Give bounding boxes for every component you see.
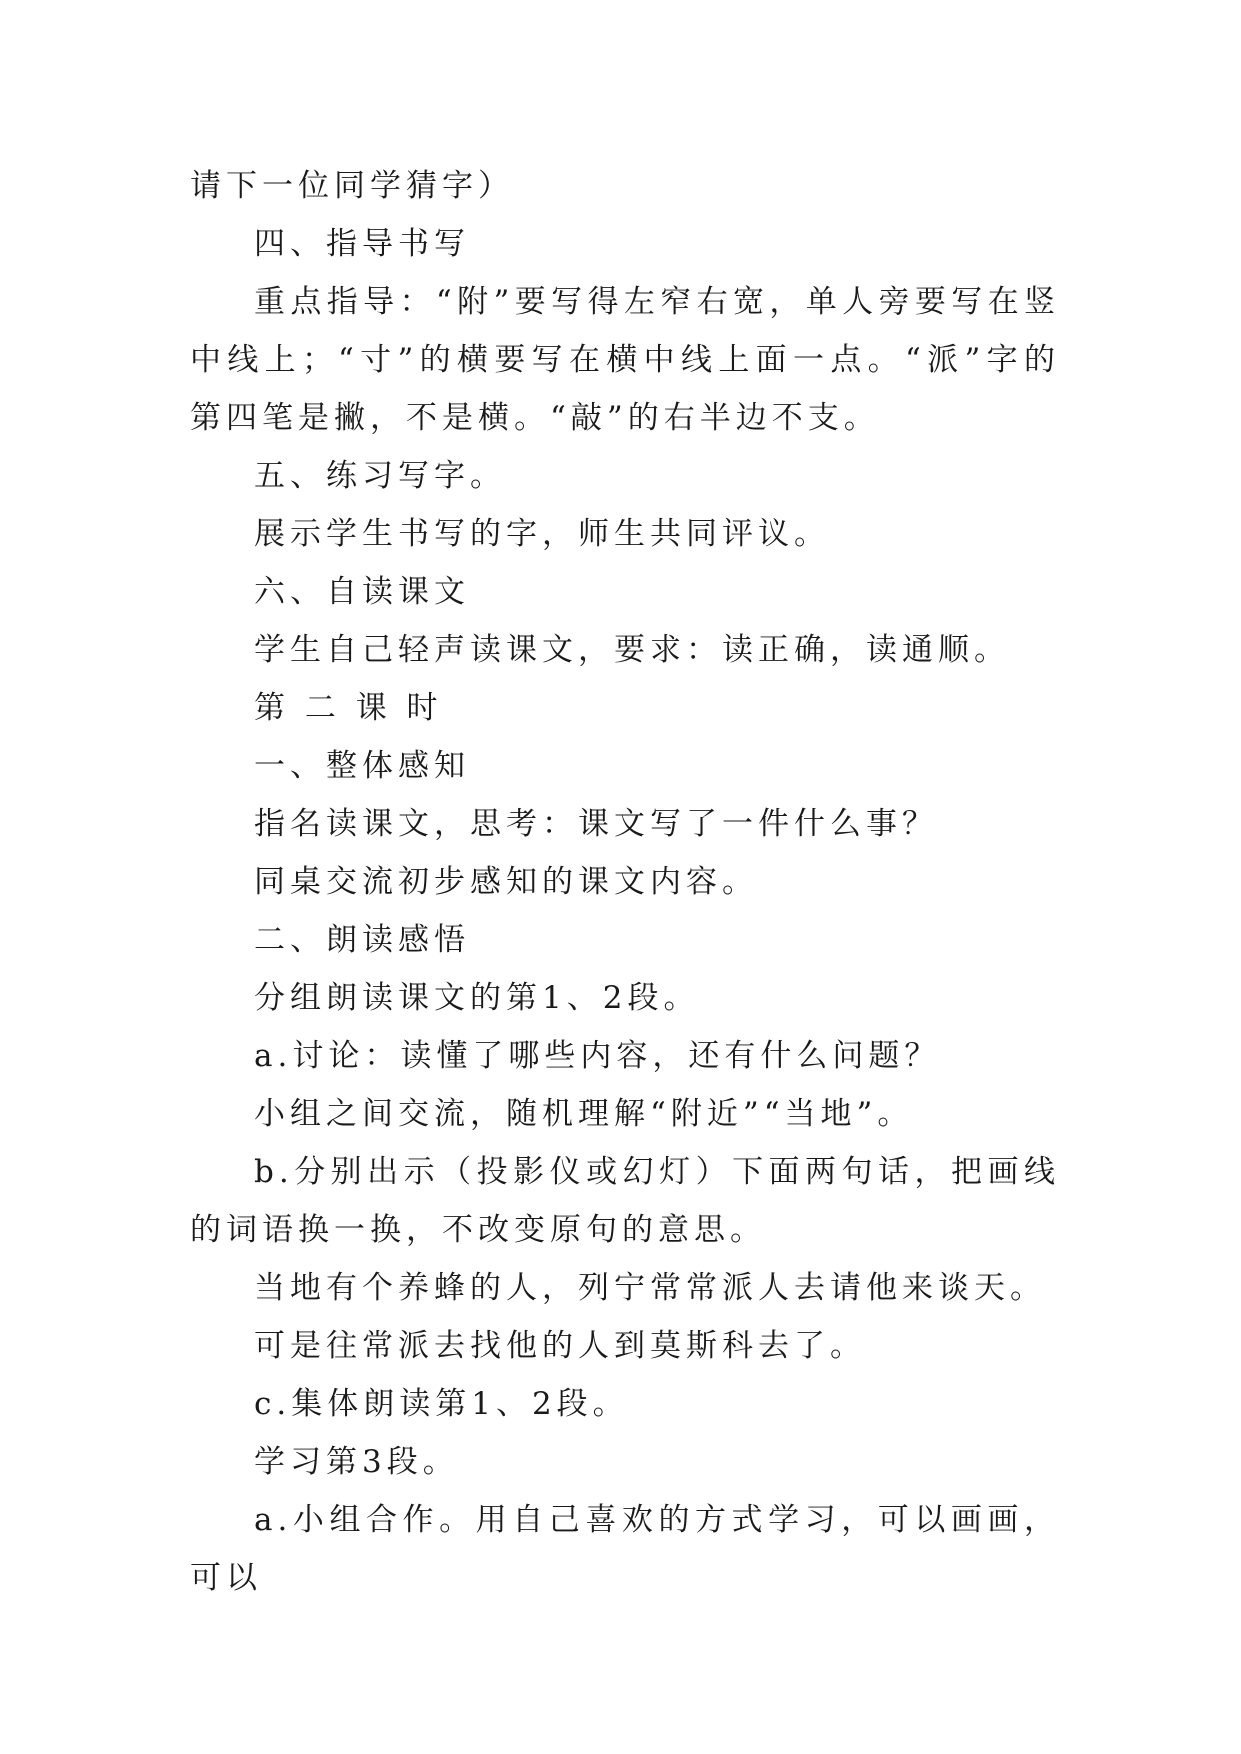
paragraph-example-sentence-2: 可是往常派去找他的人到莫斯科去了。 — [254, 1328, 866, 1364]
section-heading-overall-perception: 一、整体感知 — [254, 748, 470, 784]
section-heading-reading-comprehension: 二、朗读感悟 — [254, 922, 470, 958]
paragraph-item-c-group-reading: c.集体朗读第1、2段。 — [254, 1386, 629, 1422]
paragraph-item-a-discussion: a.讨论：读懂了哪些内容，还有什么问题？ — [254, 1038, 941, 1074]
paragraph-example-sentence-1: 当地有个养蜂的人，列宁常常派人去请他来谈天。 — [254, 1270, 1046, 1306]
section-heading-guide-writing: 四、指导书写 — [254, 226, 470, 262]
paragraph-group-reading: 分组朗读课文的第1、2段。 — [254, 980, 700, 1016]
paragraph-desk-exchange: 同桌交流初步感知的课文内容。 — [254, 864, 758, 900]
paragraph-item-b-sentences: b.分别出示（投影仪或幻灯）下面两句话，把画线的词语换一换，不改变原句的意思。 — [190, 1154, 1060, 1248]
lesson-period-heading: 第 二 课 时 — [254, 690, 443, 726]
paragraph-reading-requirements: 学生自己轻声读课文，要求：读正确，读通顺。 — [254, 632, 1010, 668]
paragraph-study-section-3: 学习第3段。 — [254, 1444, 459, 1480]
lesson-plan-text — [190, 157, 1060, 1607]
paragraph-group-exchange: 小组之间交流，随机理解“附近”“当地”。 — [254, 1096, 914, 1132]
paragraph-writing-key-points: 重点指导：“附”要写得左窄右宽，单人旁要写在竖中线上；“寸”的横要写在横中线上面一点。“派”字的第四笔是撇，不是横。“敲”的右半边不支。 — [190, 284, 1060, 436]
paragraph-display-writing: 展示学生书写的字，师生共同评议。 — [254, 516, 830, 552]
section-heading-self-reading: 六、自读课文 — [254, 574, 470, 610]
paragraph-named-reading: 指名读课文，思考：课文写了一件什么事？ — [254, 806, 938, 842]
paragraph-item-a-group-cooperation: a.小组合作。用自己喜欢的方式学习，可以画画，可以 — [190, 1502, 1060, 1596]
paragraph-continuation: 请下一位同学猜字） — [190, 168, 514, 204]
section-heading-practice-writing: 五、练习写字。 — [254, 458, 506, 494]
